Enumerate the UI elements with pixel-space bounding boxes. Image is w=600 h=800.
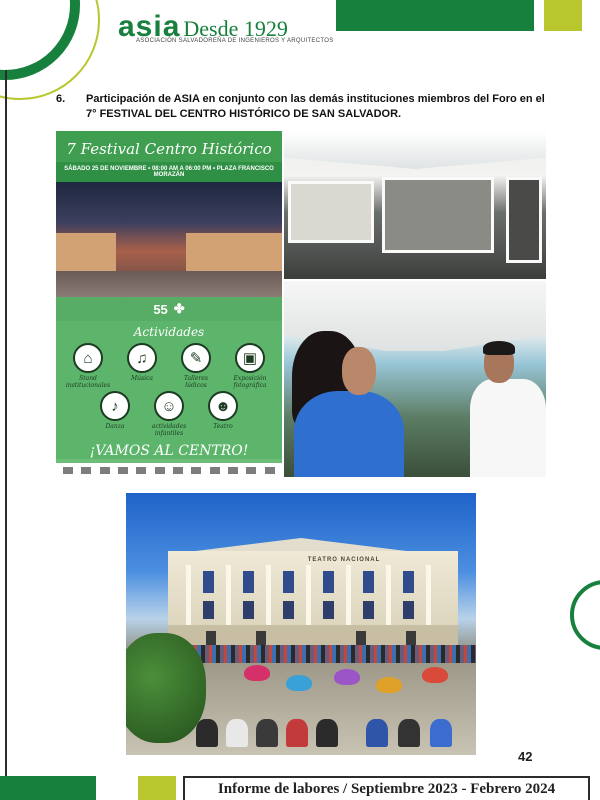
- corner-ring-accent: [0, 0, 100, 100]
- footer-yellow-bar: [138, 776, 176, 800]
- activity-item: [65, 343, 111, 389]
- sponsor-logo: [265, 467, 275, 474]
- window: [323, 571, 334, 593]
- page-number: 42: [518, 749, 533, 764]
- column: [226, 565, 231, 625]
- spectator: [366, 719, 388, 747]
- poster-cta: ¡VAMOS AL CENTRO!: [89, 443, 249, 459]
- column: [426, 565, 431, 625]
- teatro-nacional-photo: [126, 493, 476, 755]
- window: [283, 601, 294, 619]
- spectator: [316, 719, 338, 747]
- music-icon: ♫: [127, 343, 157, 373]
- poster-date-line: SÁBADO 25 DE NOVIEMBRE • 08:00 AM A 06:00 PM • PLAZA FRANCISCO MORAZÁN: [56, 162, 282, 182]
- logo-wordmark: asia: [118, 10, 181, 43]
- dancer: [334, 669, 360, 685]
- palm-tree: [126, 633, 206, 743]
- spectator: [286, 719, 308, 747]
- logo-tagline: ASOCIACIÓN SALVADOREÑA DE INGENIEROS Y ARQUITECTOS: [136, 38, 334, 44]
- sponsor-logo: [136, 467, 146, 474]
- activity-item: [227, 343, 273, 389]
- footer-box: [183, 776, 590, 800]
- activity-label: actividades infantiles: [151, 423, 187, 437]
- sponsor-logo: [63, 467, 73, 474]
- dancer: [286, 675, 312, 691]
- poster-plaza-photo: [56, 182, 282, 297]
- poster-logos: [56, 297, 282, 321]
- activity-item: [146, 391, 192, 437]
- window: [323, 601, 334, 619]
- window: [363, 571, 374, 593]
- activity-item: [173, 343, 219, 389]
- spectator: [398, 719, 420, 747]
- exhibit-panel: [506, 177, 542, 263]
- activities-section: [56, 321, 282, 459]
- photo-icon: ▣: [235, 343, 265, 373]
- sponsor-logo: [81, 467, 91, 474]
- activity-label: Música: [131, 375, 153, 382]
- exhibit-panel: [382, 177, 494, 253]
- person-shape: [470, 379, 546, 477]
- poster-title: 7 Festival Centro Histórico: [56, 131, 282, 162]
- header-yellow-bar: [544, 0, 582, 31]
- plaza-ground: [56, 271, 282, 297]
- sponsor-logo: [228, 467, 238, 474]
- sponsor-logo: [191, 467, 201, 474]
- stand-icon: ⌂: [73, 343, 103, 373]
- activity-item: [119, 343, 165, 389]
- column: [266, 565, 271, 625]
- person-shape: [483, 341, 515, 355]
- festival-logo-icon: ✤: [173, 301, 185, 316]
- tent-canopy: [284, 131, 546, 169]
- spectator: [196, 719, 218, 747]
- window: [363, 601, 374, 619]
- spectator: [256, 719, 278, 747]
- anniversary-number: 55: [153, 301, 168, 317]
- activity-label: Danza: [105, 423, 125, 430]
- sponsor-logo: [246, 467, 256, 474]
- item-number: 6.: [56, 93, 66, 105]
- activities-title: Actividades: [133, 325, 205, 339]
- spectator: [226, 719, 248, 747]
- logo-since: Desde 1929: [183, 16, 288, 41]
- sponsor-logos-strip: [56, 463, 282, 477]
- building-shape: [186, 233, 282, 273]
- window: [283, 571, 294, 593]
- person-shape: [342, 347, 376, 395]
- left-border-line: [5, 70, 7, 800]
- window: [243, 571, 254, 593]
- theater-icon: ☻: [208, 391, 238, 421]
- exhibition-photo: [284, 131, 546, 279]
- window: [243, 601, 254, 619]
- column: [346, 565, 351, 625]
- activity-label: Stand institucionales: [65, 375, 111, 389]
- dancer: [244, 665, 270, 681]
- window: [203, 601, 214, 619]
- sponsor-logo: [210, 467, 220, 474]
- visitors-photo: [284, 281, 546, 477]
- activity-item: [92, 391, 138, 437]
- theater-sign: TEATRO NACIONAL: [307, 557, 381, 563]
- header-green-bar: [336, 0, 534, 31]
- person-shape: [294, 391, 404, 477]
- workshop-icon: ✎: [181, 343, 211, 373]
- festival-poster: [56, 131, 282, 477]
- kids-icon: ☺: [154, 391, 184, 421]
- window: [203, 571, 214, 593]
- footer-green-bar: [0, 776, 96, 800]
- column: [186, 565, 191, 625]
- dance-icon: ♪: [100, 391, 130, 421]
- activity-label: Exposición fotográfica: [233, 375, 267, 389]
- building-shape: [56, 233, 116, 273]
- item-text: Participación de ASIA en conjunto con las demás instituciones miembros del Foro en el 7° FESTIVAL DEL CENTRO HISTÓRICO DE SAN SALVADOR.: [86, 93, 545, 120]
- building-pediment: [166, 538, 436, 552]
- sponsor-logo: [155, 467, 165, 474]
- spectator: [430, 719, 452, 747]
- column: [306, 565, 311, 625]
- dancer: [422, 667, 448, 683]
- sponsor-logo: [100, 467, 110, 474]
- sponsor-logo: [118, 467, 128, 474]
- sponsor-logo: [173, 467, 183, 474]
- window: [403, 601, 414, 619]
- exhibit-panel: [288, 181, 374, 243]
- window: [403, 571, 414, 593]
- activities-grid: [56, 339, 282, 437]
- right-arc-decoration: [570, 580, 600, 650]
- activity-label: Teatro: [213, 423, 233, 430]
- column: [386, 565, 391, 625]
- dancer: [376, 677, 402, 693]
- footer-text: Informe de labores / Septiembre 2023 - Febrero 2024: [217, 780, 556, 797]
- activity-label: Talleres lúdicos: [184, 375, 208, 389]
- crowd: [186, 645, 476, 663]
- list-item: [56, 92, 546, 122]
- activity-item: [200, 391, 246, 437]
